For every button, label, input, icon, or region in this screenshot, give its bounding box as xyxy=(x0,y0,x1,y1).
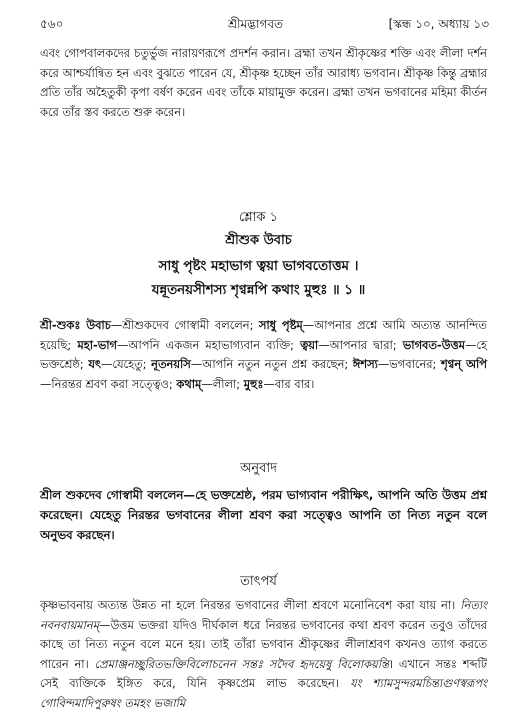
purport-text: —উত্তম ভক্তরা যদিও দীর্ঘকাল ধরে নিরন্তর ভগবানের কথা শ্রবণ করেন তবুও তাঁদের কাছে তা নিত্য নতুন বলে মনে হয়। তাই তাঁরা ভগবান শ্রীকৃষ্ণের লীলাশ্রবণ কখনও ত্যাগ করতে পারেন না। xyxy=(40,617,487,671)
purport-text: । এখানে সন্তঃ শব্দটি সেই ব্যক্তিকে ইঙ্গিত করে, যিনি কৃষ্ণপ্রেম লাভ করেছেন। xyxy=(40,656,487,690)
synonym-term: শৃণ্বন্ অপি xyxy=(441,357,488,371)
synonym-meaning: আপনার প্রশ্নে আমি অত্যন্ত আনন্দিত হয়েছি; xyxy=(40,318,487,352)
purport-heading: তাৎপর্য xyxy=(240,574,277,589)
synonym-meaning: নিরন্তর শ্রবণ করা সত্ত্বেও; xyxy=(51,376,177,391)
synonym-meaning: লীলা; xyxy=(212,376,244,391)
synonym-term: কথাম্ xyxy=(176,376,202,391)
synonym-term: ভাগবত-উত্তম xyxy=(402,337,465,352)
synonym-meaning: আপনার দ্বারা; xyxy=(329,337,403,352)
synonym-meaning: হে ভক্তশ্রেষ্ঠ; xyxy=(40,337,487,371)
synonym-term: নূতনয়সি xyxy=(151,357,191,371)
synonym-meaning: ভগবানের; xyxy=(389,357,442,371)
synonym-term: শ্রী-শুকঃ উবাচ xyxy=(40,318,111,332)
synonym-meaning: আপনি একজন মহাভাগ্যবান ব্যক্তি; xyxy=(128,337,301,352)
purport-text: কৃষ্ণভাবনায় অত্যন্ত উন্নত না হলে নিরন্তর ভগবানের লীলা শ্রবণে মনোনিবেশ করা যায় না। xyxy=(40,598,461,612)
purport-quote: যং শ্যামসুন্দরমচিন্ত্যগুণস্বরূপং গোবিন্দমাদিপুরুষং তমহং ভজামি xyxy=(40,676,488,710)
verse-line-1: সাধু পৃষ্টং মহাভাগ ত্বয়া ভাগবতোত্তম । xyxy=(158,259,359,274)
synonym-term: ঈশস্য xyxy=(352,357,378,371)
purport-quote: নিত্যং নবনবায়মানম্ xyxy=(40,598,487,632)
verse-number: শ্লোক ১ xyxy=(238,210,279,225)
synonym-meaning: যেহেতু; xyxy=(112,357,152,371)
synonym-term: মহা-ভাগ xyxy=(77,337,118,352)
page-header xyxy=(40,14,489,34)
synonym-meaning: আপনি নতুন নতুন প্রশ্ন করছেন; xyxy=(202,357,353,371)
synonym-term: মুহুঃ xyxy=(243,376,264,391)
page-number: ৫৬০ xyxy=(40,17,64,31)
intro-paragraph: এবং গোপবালকদের চতুর্ভুজ নারায়ণরূপে প্রদর্শন করান। ব্রহ্মা তখন শ্রীকৃষ্ণের শক্তি এবং লীলা দর্শন করে আশ্চর্যান্বিত হন এবং বুঝতে পারেন যে, শ্রীকৃষ্ণ হচ্ছেন তাঁর আরাধ্য ভগবান। শ্রীকৃষ্ণ কিন্তু ব্রহ্মার প্রতি তাঁর অহৈতুকী কৃপা বর্ষণ করেন এবং তাঁকে মায়ামুক্ত করেন। ব্রহ্মা তখন ভগবানের মহিমা কীর্তন করে তাঁর স্তব করতে শুরু করেন। xyxy=(40,46,487,119)
purport-paragraph xyxy=(40,596,487,713)
chapter-reference: [স্কন্ধ ১০, অধ্যায় ১৩ xyxy=(388,17,489,31)
synonym-meaning: শ্রীশুকদেব গোস্বামী বললেন; xyxy=(122,318,259,332)
synonym-term: সাধু পৃষ্টম্ xyxy=(258,318,303,332)
translation-heading: অনুবাদ xyxy=(240,461,277,476)
translation-paragraph: শ্রীল শুকদেব গোস্বামী বললেন—হে ভক্তশ্রেষ্ঠ, পরম ভাগ্যবান পরীক্ষিৎ, আপনি অতি উত্তম প্রশ্ন করেছেন। যেহেতু নিরন্তর ভগবানের লীলা শ্রবণ করা সত্ত্বেও আপনি তা নিত্য নতুন বলে অনুভব করছেন। xyxy=(40,488,487,542)
synonym-meaning: বার বার। xyxy=(274,376,315,391)
verse-speaker: শ্রীশুক উবাচ xyxy=(225,233,292,248)
verse-line-2: যন্নূতনয়সীশস্য শৃণ্বন্নপি কথাং মুহুঃ ॥ ১ ॥ xyxy=(151,283,366,298)
synonym-term: ত্বয়া xyxy=(300,337,319,352)
synonym-term: যৎ xyxy=(88,357,101,371)
purport-quote: প্রেমাঞ্জনচ্ছুরিতভক্তিবিলোচনেন সন্তঃ সদৈব হৃদয়েষু বিলোকয়ন্তি xyxy=(94,656,389,671)
book-title: শ্রীমদ্ভাগবত xyxy=(228,17,284,31)
word-for-word-synonyms: শ্রী-শুকঃ উবাচ—শ্রীশুকদেব গোস্বামী বললেন; সাধু পৃষ্টম্—আপনার প্রশ্নে আমি অত্যন্ত আনন্দিত হয়েছি; মহা-ভাগ—আপনি একজন মহাভাগ্যবান ব্যক্তি; ত্বয়া—আপনার দ্বারা; ভাগবত-উত্তম—হে ভক্তশ্রেষ্ঠ; যৎ—যেহেতু; নূতনয়সি—আপনি নতুন নতুন প্রশ্ন করছেন; ঈশস্য—ভগবানের; শৃণ্বন্ অপি—নিরন্তর শ্রবণ করা সত্ত্বেও; কথাম্—লীলা; মুহুঃ—বার বার। xyxy=(40,318,488,391)
